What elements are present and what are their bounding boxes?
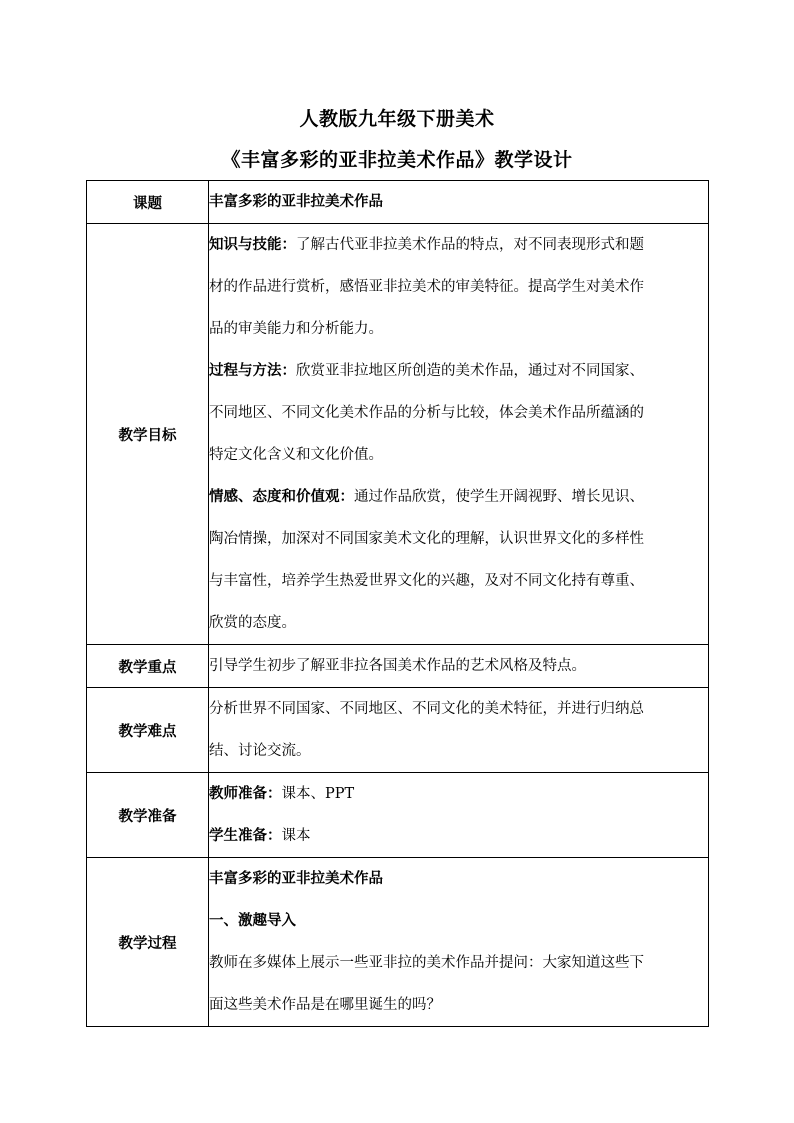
teacher-prep-line xyxy=(209,773,708,815)
preparation-content xyxy=(209,773,709,858)
topic-text: 丰富多彩的亚非拉美术作品 xyxy=(209,193,383,210)
emotion-text-2: 陶冶情操，加深对不同国家美术文化的理解，认识世界文化的多样性 xyxy=(209,531,644,547)
difficulties-text-2: 结、讨论交流。 xyxy=(209,743,311,759)
table-row-preparation xyxy=(87,773,709,858)
difficulties-text-1: 分析世界不同国家、不同地区、不同文化的美术特征，并进行归纳总 xyxy=(209,701,644,717)
key-points-text: 引导学生初步了解亚非拉各国美术作品的艺术风格及特点。 xyxy=(209,658,586,674)
process-section-title: 一、激趣导入 xyxy=(209,912,296,929)
objectives-knowledge-line xyxy=(209,224,708,266)
objectives-content xyxy=(209,224,709,645)
knowledge-text-3: 品的审美能力和分析能力。 xyxy=(209,321,383,337)
process-label: 过程与方法： xyxy=(209,362,296,379)
table-row-key-points xyxy=(87,645,709,688)
objectives-emotion-line xyxy=(209,476,708,518)
topic-value xyxy=(209,181,709,224)
key-points-label: 教学重点 xyxy=(87,645,209,688)
process-text-3: 特定文化含义和文化价值。 xyxy=(209,447,383,463)
difficulties-content xyxy=(209,688,709,773)
process-content xyxy=(209,858,709,1027)
process-text-2: 不同地区、不同文化美术作品的分析与比较，体会美术作品所蕴涵的 xyxy=(209,405,644,421)
emotion-text-3: 与丰富性，培养学生热爱世界文化的兴趣，及对不同文化持有尊重、 xyxy=(209,573,644,589)
knowledge-text-2: 材的作品进行赏析，感悟亚非拉美术的审美特征。提高学生对美术作 xyxy=(209,279,644,295)
objectives-label: 教学目标 xyxy=(87,224,209,645)
document-subtitle: 《丰富多彩的亚非拉美术作品》教学设计 xyxy=(221,149,573,171)
process-body-1: 教师在多媒体上展示一些亚非拉的美术作品并提问：大家知道这些下 xyxy=(209,955,644,971)
emotion-text-4: 欣赏的态度。 xyxy=(209,615,296,631)
lesson-plan-table xyxy=(86,180,709,1027)
key-points-content xyxy=(209,645,709,688)
knowledge-text-1: 了解古代亚非拉美术作品的特点，对不同表现形式和题 xyxy=(296,237,644,253)
preparation-label: 教学准备 xyxy=(87,773,209,858)
table-row-process xyxy=(87,858,709,1027)
topic-label: 课题 xyxy=(87,181,209,224)
student-prep-line xyxy=(209,815,708,857)
knowledge-label: 知识与技能： xyxy=(209,236,296,253)
table-row-topic xyxy=(87,181,709,224)
student-prep-label: 学生准备： xyxy=(209,827,282,844)
table-row-difficulties xyxy=(87,688,709,773)
process-body-2: 面这些美术作品是在哪里诞生的吗？ xyxy=(209,997,441,1013)
student-prep-value: 课本 xyxy=(281,828,311,844)
process-text-1: 欣赏亚非拉地区所创造的美术作品，通过对不同国家、 xyxy=(296,363,644,379)
document-title: 人教版九年级下册美术 xyxy=(299,108,495,130)
emotion-text-1: 通过作品欣赏，使学生开阔视野、增长见识、 xyxy=(354,489,644,505)
objectives-process-line xyxy=(209,350,708,392)
difficulties-label: 教学难点 xyxy=(87,688,209,773)
emotion-label: 情感、态度和价值观： xyxy=(209,488,354,505)
table-row-objectives xyxy=(87,224,709,645)
process-row-label: 教学过程 xyxy=(87,858,209,1027)
teacher-prep-label: 教师准备： xyxy=(209,785,282,802)
teacher-prep-value: 课本、PPT xyxy=(281,786,355,802)
process-heading: 丰富多彩的亚非拉美术作品 xyxy=(209,870,383,887)
